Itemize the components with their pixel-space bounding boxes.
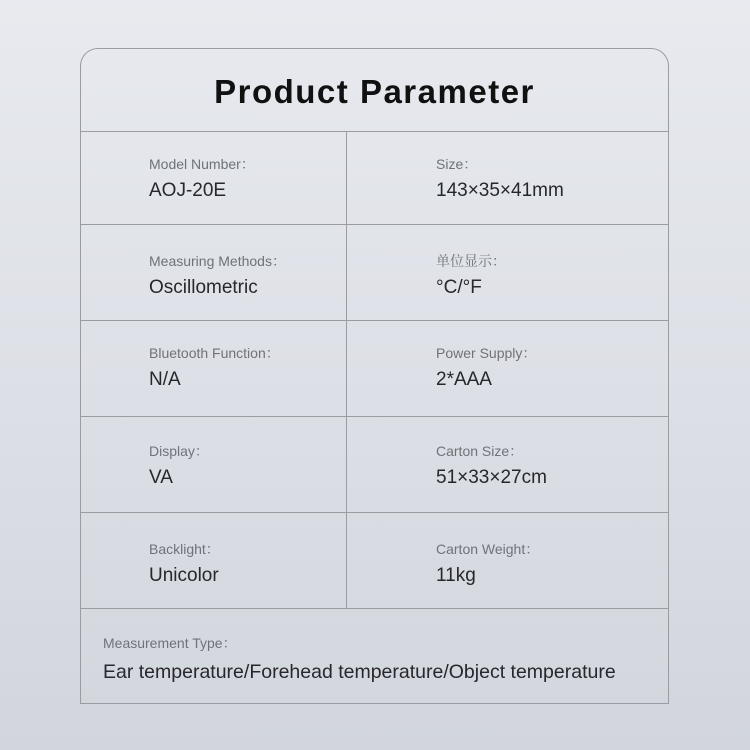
param-label: Measuring Methods： [149, 253, 286, 269]
param-cell [81, 321, 347, 416]
param-cell [81, 609, 616, 704]
table-row [81, 417, 668, 513]
param-value: 143×35×41mm [436, 180, 564, 201]
param-label: Model Number： [149, 156, 255, 172]
param-cell [81, 513, 347, 608]
param-label: Display： [149, 443, 209, 459]
table-row-measurement-type [81, 609, 668, 704]
param-label: 单位显示： [436, 253, 506, 269]
param-value: Oscillometric [149, 277, 258, 298]
param-value: 2*AAA [436, 369, 492, 390]
param-value: °C/°F [436, 277, 482, 298]
param-value: VA [149, 467, 173, 488]
table-header [81, 49, 668, 132]
table-row [81, 225, 668, 321]
param-cell [347, 513, 668, 608]
table-row [81, 321, 668, 417]
param-value: 11kg [436, 565, 476, 586]
param-cell [347, 225, 668, 320]
page-title: Product Parameter [214, 73, 535, 110]
param-label: Backlight： [149, 541, 220, 557]
param-cell [347, 321, 668, 416]
param-value: Unicolor [149, 565, 219, 586]
param-value: N/A [149, 369, 181, 390]
param-label: Carton Weight： [436, 541, 540, 557]
table-row [81, 513, 668, 609]
param-cell [81, 132, 347, 224]
param-cell [347, 132, 668, 224]
param-value: Ear temperature/Forehead temperature/Object temperature [103, 661, 616, 683]
param-cell [81, 417, 347, 512]
param-cell [81, 225, 347, 320]
param-label: Bluetooth Function： [149, 345, 280, 361]
param-label: Power Supply： [436, 345, 537, 361]
param-label: Size： [436, 156, 478, 172]
param-value: 51×33×27cm [436, 467, 547, 488]
param-label: Carton Size： [436, 443, 524, 459]
param-label: Measurement Type： [103, 635, 237, 651]
table-row [81, 132, 668, 225]
param-cell [347, 417, 668, 512]
param-value: AOJ-20E [149, 180, 227, 201]
product-parameter-table [80, 48, 669, 704]
